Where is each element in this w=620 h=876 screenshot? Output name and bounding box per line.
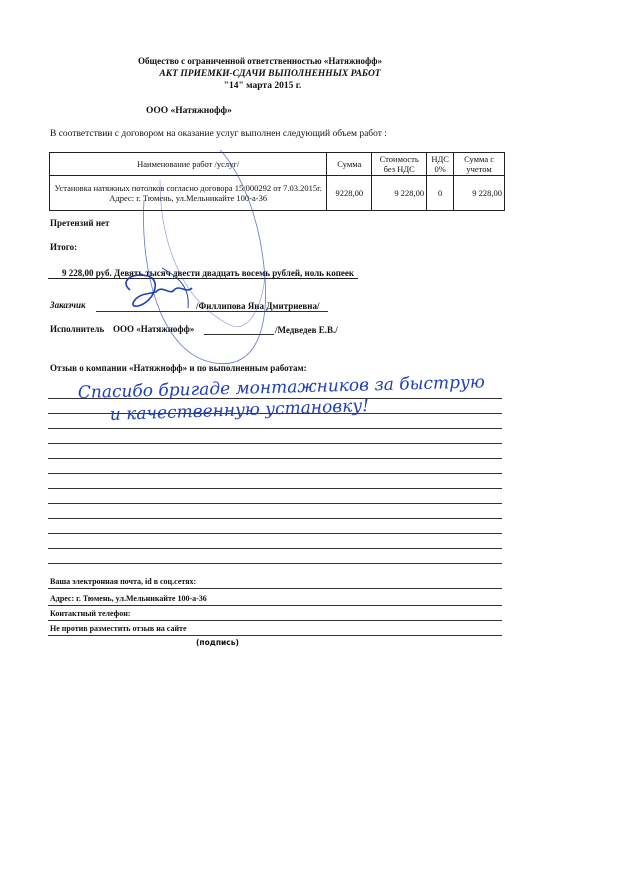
col-header-total: Сумма с учетом <box>454 153 505 176</box>
review-label: Отзыв о компании «Натяжнофф» и по выполненным работам: <box>50 363 307 373</box>
phone-line <box>48 620 502 621</box>
review-line <box>48 458 502 459</box>
total-amount-text: 9 228,00 руб. Девять тысяч двести двадцать восемь рублей, ноль копеек <box>62 268 355 278</box>
contractor-name: /Медведев Е.В./ <box>275 325 338 335</box>
work-address: Адрес: г. Тюмень, ул.Мельникайте 100-а-36 <box>109 193 268 203</box>
ink-loop-icon <box>144 150 266 364</box>
cell-sum: 9228,00 <box>327 176 372 211</box>
review-line <box>48 563 502 564</box>
col-header-name: Наименование работ /услуг/ <box>50 153 327 176</box>
work-description: Установка натяжных потолков согласно договора 15/000292 от 7.03.2015г. <box>54 183 322 193</box>
review-line <box>48 488 502 489</box>
review-line <box>48 443 502 444</box>
cell-vat: 0 <box>427 176 454 211</box>
review-line <box>48 503 502 504</box>
intro-text: В соответствии с договором на оказание услуг выполнен следующий объем работ : <box>50 129 387 139</box>
col-header-sum: Сумма <box>327 153 372 176</box>
handwritten-review-line-2: и качественную установку! <box>109 395 370 425</box>
consent-text: Не против разместить отзыв на сайте <box>50 624 187 633</box>
address-line <box>48 605 502 606</box>
organization-name: Общество с ограниченной ответственностью «Натяжнофф» <box>138 56 382 66</box>
review-line <box>48 533 502 534</box>
handwritten-review-line-1: Спасибо бригаде монтажников за быструю <box>77 372 486 403</box>
cell-cost: 9 228,00 <box>372 176 427 211</box>
act-date: "14" марта 2015 г. <box>223 81 302 91</box>
claims-text: Претензий нет <box>50 218 110 228</box>
signature-stroke-icon <box>162 268 188 308</box>
email-line <box>48 588 502 589</box>
consent-line <box>48 635 502 636</box>
act-title: АКТ ПРИЕМКИ-СДАЧИ ВЫПОЛНЕННЫХ РАБОТ <box>159 69 381 79</box>
col-header-vat: НДС 0% <box>427 153 454 176</box>
signature-caption: (подпись) <box>196 638 239 647</box>
cell-total: 9 228,00 <box>454 176 505 211</box>
signature-icon <box>126 275 192 306</box>
customer-label: Заказчик <box>50 300 86 310</box>
review-line <box>48 518 502 519</box>
phone-label: Контактный телефон: <box>50 609 131 618</box>
company-name: ООО «Натяжнофф» <box>146 106 232 116</box>
contractor-label: Исполнитель <box>50 324 105 334</box>
signature-scribble <box>100 150 360 400</box>
customer-name: /Филлипова Яна Дмитриевна/ <box>196 301 320 311</box>
total-label: Итого: <box>50 242 78 252</box>
email-label: Ваша электронная почта, id в соц.сетях: <box>50 577 197 586</box>
contractor-org: ООО «Натяжнофф» <box>113 324 195 334</box>
col-header-cost: Стоимость без НДС <box>372 153 427 176</box>
review-line <box>48 473 502 474</box>
address-text: Адрес: г. Тюмень, ул.Мельникайте 100-а-36 <box>50 594 207 603</box>
review-line <box>48 548 502 549</box>
